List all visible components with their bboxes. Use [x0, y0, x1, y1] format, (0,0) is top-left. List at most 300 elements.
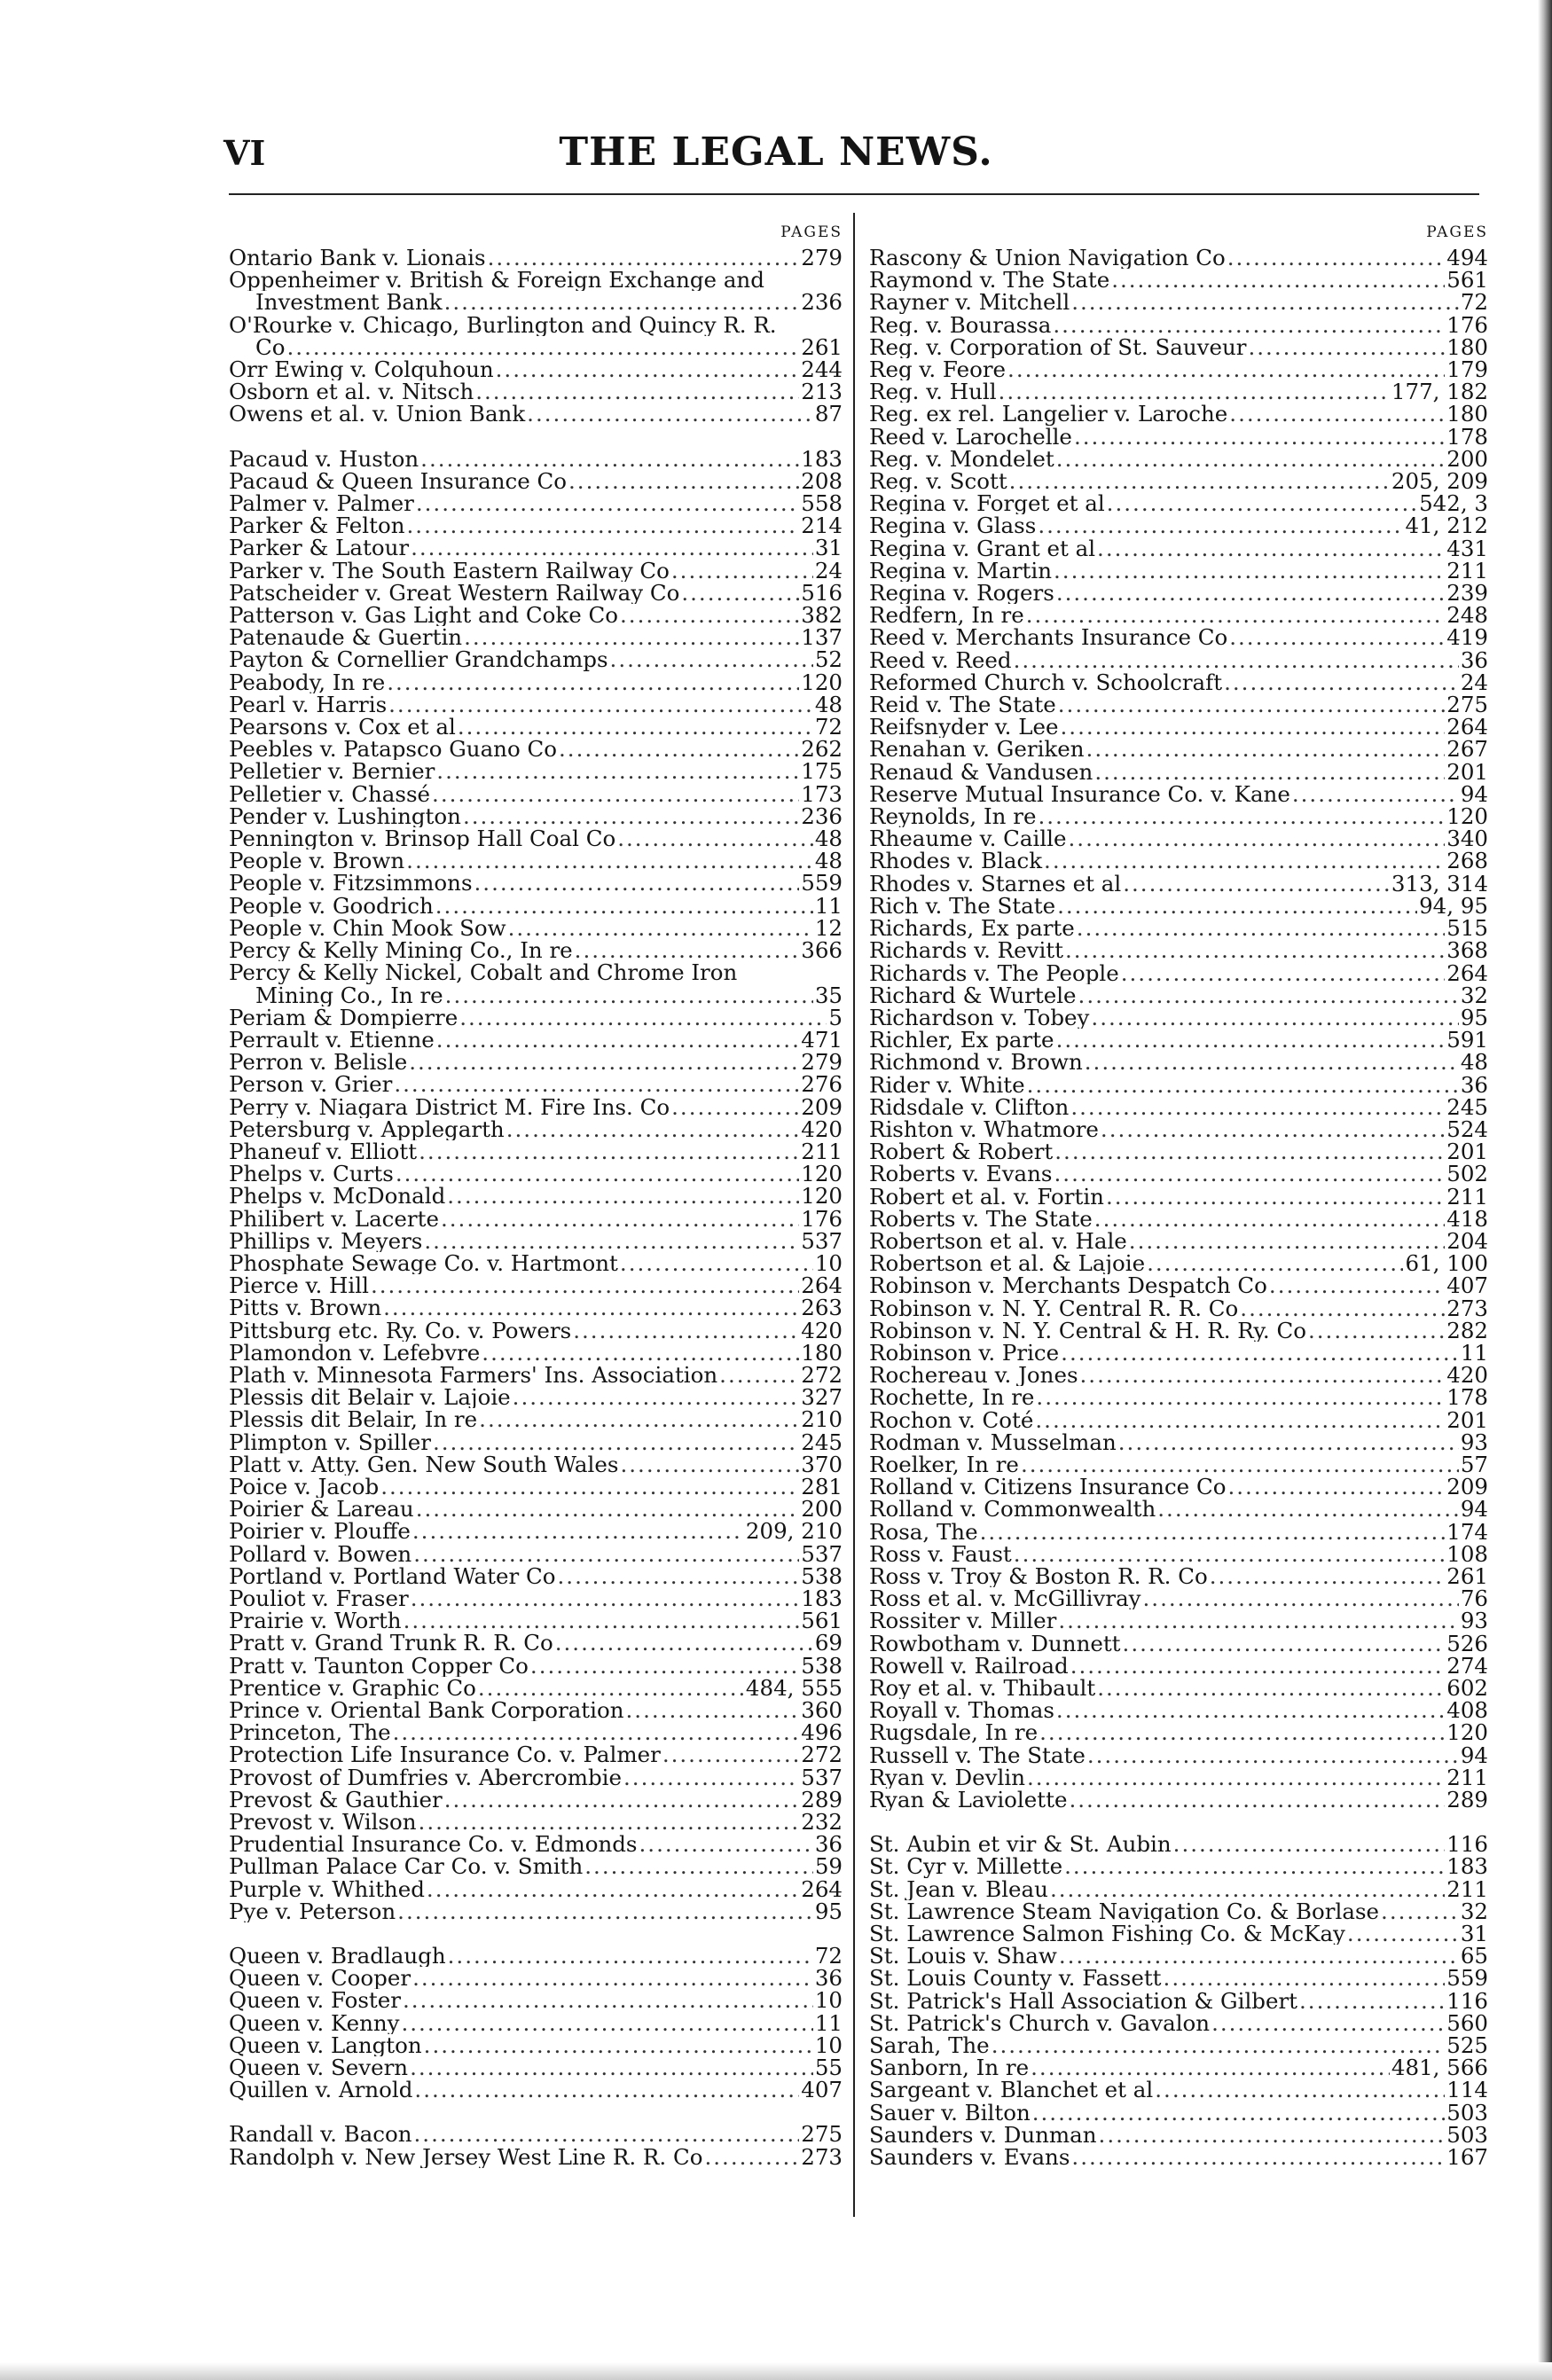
- page-reference: 420: [801, 1117, 843, 1140]
- page-reference: 264: [801, 1274, 843, 1297]
- case-name: Plimpton v. Spiller: [229, 1430, 431, 1453]
- page-reference: 273: [1446, 1296, 1488, 1319]
- page-reference: 272: [801, 1363, 843, 1387]
- page-reference: 208: [801, 469, 843, 493]
- dot-leader: [1070, 1096, 1445, 1118]
- index-entry: [869, 1274, 1488, 1296]
- page-reference: 201: [1446, 1140, 1488, 1163]
- page-reference: 94, 95: [1419, 894, 1488, 918]
- page-reference: 120: [1446, 1721, 1488, 1744]
- page-reference: 245: [1446, 1095, 1488, 1118]
- index-entry: [229, 895, 843, 917]
- page-reference: 370: [801, 1452, 843, 1476]
- page-reference: 263: [801, 1296, 843, 1319]
- case-name: Osborn et al. v. Nitsch: [229, 380, 474, 403]
- page-reference: 120: [801, 1163, 843, 1186]
- dot-leader: [1069, 827, 1446, 849]
- dot-leader: [1086, 738, 1446, 760]
- case-name: Prince v. Oriental Bank Corporation: [229, 1699, 624, 1722]
- index-entry: [869, 827, 1488, 849]
- index-entry: [869, 1319, 1488, 1342]
- case-name: Mining Co., In re: [255, 983, 443, 1006]
- index-entry: [869, 849, 1488, 872]
- case-name: Pye v. Peterson: [229, 1899, 396, 1923]
- dot-leader: [1014, 649, 1459, 671]
- left-column: [229, 223, 843, 2168]
- dot-leader: [1061, 716, 1446, 738]
- case-name: Phosphate Sewage Co. v. Hartmont: [229, 1251, 618, 1275]
- case-name: Ontario Bank v. Lionais: [229, 247, 486, 270]
- dot-leader: [1129, 1230, 1445, 1252]
- index-entry: [869, 1587, 1488, 1609]
- page-reference: 313, 314: [1391, 872, 1488, 895]
- page-reference: 559: [1446, 1967, 1488, 1990]
- page-reference: 267: [1446, 738, 1488, 761]
- case-name: Roelker, In re: [869, 1452, 1019, 1476]
- index-entry: [229, 514, 843, 536]
- index-entry: [229, 917, 843, 939]
- dot-leader: [459, 1006, 827, 1029]
- case-name: Quillen v. Arnold: [229, 2079, 413, 2102]
- case-name: Reformed Church v. Schoolcraft: [869, 670, 1223, 694]
- dot-leader: [1118, 1431, 1459, 1453]
- index-entry: [869, 1386, 1488, 1408]
- index-entry: [229, 760, 843, 782]
- index-entry: [869, 2146, 1488, 2168]
- dot-leader: [1121, 962, 1446, 984]
- case-name: Rich v. The State: [869, 894, 1056, 918]
- case-name: Regina v. Forget et al: [869, 492, 1105, 515]
- dot-leader: [1097, 1677, 1445, 1699]
- index-entry: [229, 1833, 843, 1855]
- dot-leader: [464, 626, 799, 648]
- index-entry: [869, 1609, 1488, 1632]
- page-reference: 87: [814, 403, 843, 426]
- page-reference: 65: [1460, 1945, 1488, 1968]
- page-reference: 537: [801, 1542, 843, 1565]
- dot-leader: [1061, 1342, 1459, 1364]
- case-name: Sauer v. Bilton: [869, 2101, 1031, 2124]
- dot-leader: [433, 1431, 799, 1453]
- index-entry: [229, 1208, 843, 1230]
- case-name: Plath v. Minnesota Farmers' Ins. Association: [229, 1363, 718, 1387]
- dot-leader: [488, 247, 800, 269]
- index-entry: [229, 1789, 843, 1811]
- dot-leader: [639, 1833, 813, 1855]
- case-name: Rascony & Union Navigation Co: [869, 247, 1226, 270]
- page-reference: 261: [1446, 1564, 1488, 1588]
- pages-label-right: PAGES: [1426, 223, 1488, 241]
- index-entry: [869, 1766, 1488, 1789]
- page-reference: 279: [801, 1051, 843, 1074]
- dot-leader: [409, 1051, 799, 1073]
- case-name: Robinson v. N. Y. Central R. R. Co: [869, 1296, 1239, 1319]
- case-name: Princeton, The: [229, 1721, 391, 1744]
- case-name: St. Patrick's Church v. Gavalon: [869, 2011, 1211, 2035]
- index-entry: [869, 1855, 1488, 1877]
- page-reference: 201: [1446, 1408, 1488, 1431]
- case-name: Perry v. Niagara District M. Fire Ins. Co: [229, 1095, 670, 1118]
- index-entry: [869, 1699, 1488, 1721]
- dot-leader: [1071, 2146, 1445, 2168]
- page-reference: 407: [1446, 1274, 1488, 1297]
- page-reference: 471: [801, 1028, 843, 1052]
- case-name: Pollard v. Bowen: [229, 1542, 412, 1565]
- case-name: Sarah, The: [869, 2034, 990, 2057]
- case-name: Saunders v. Evans: [869, 2146, 1070, 2169]
- dot-leader: [1143, 1587, 1459, 1609]
- dot-leader: [412, 1520, 744, 1542]
- dot-leader: [287, 336, 800, 358]
- section-gap: [229, 2101, 843, 2123]
- dot-leader: [575, 939, 800, 961]
- dot-leader: [407, 514, 800, 536]
- case-name: Robinson v. Price: [869, 1341, 1060, 1365]
- page-reference: 289: [1446, 1789, 1488, 1812]
- dot-leader: [1050, 1878, 1445, 1900]
- index-entry: [229, 604, 843, 626]
- case-name: Ross et al. v. McGillivray: [869, 1587, 1141, 1610]
- case-name: Reg. v. Scott: [869, 470, 1007, 493]
- case-name: Sargeant v. Blanchet et al: [869, 2079, 1154, 2102]
- page-reference: 72: [814, 1945, 843, 1968]
- dot-leader: [620, 1453, 799, 1476]
- page-reference: 209: [1446, 1476, 1488, 1499]
- page-reference: 179: [1446, 358, 1488, 381]
- dot-leader: [403, 1989, 813, 2011]
- index-entry: [869, 269, 1488, 291]
- index-entry: [869, 783, 1488, 805]
- index-entry: [869, 582, 1488, 604]
- index-entry: [869, 2102, 1488, 2124]
- index-entry: [229, 560, 843, 582]
- case-name: Phillips v. Meyers: [229, 1229, 423, 1252]
- page-reference: 178: [1446, 425, 1488, 448]
- index-entry: [869, 492, 1488, 514]
- case-name: Ross v. Troy & Boston R. R. Co: [869, 1564, 1208, 1588]
- dot-leader: [1101, 1118, 1445, 1140]
- case-name: People v. Goodrich: [229, 894, 434, 917]
- page-reference: 52: [814, 648, 843, 671]
- case-name: Regina v. Rogers: [869, 582, 1054, 605]
- page-reference: 526: [1446, 1632, 1488, 1655]
- case-name: Peebles v. Patapsco Guano Co: [229, 738, 558, 761]
- index-entry: [229, 269, 843, 291]
- page-reference: 282: [1446, 1319, 1488, 1342]
- index-entry: [229, 2056, 843, 2079]
- page-reference: 76: [1460, 1587, 1488, 1610]
- index-entry: [869, 671, 1488, 693]
- page-reference: 211: [1446, 1877, 1488, 1900]
- case-name: Oppenheimer v. British & Foreign Exchange and: [229, 269, 764, 292]
- dot-leader: [463, 805, 799, 827]
- index-entry: [869, 1118, 1488, 1140]
- dot-leader: [1069, 1789, 1445, 1811]
- section-gap: [229, 1922, 843, 1945]
- index-entry: [869, 604, 1488, 626]
- case-name: Ryan v. Devlin: [869, 1765, 1025, 1789]
- dot-leader: [1021, 1453, 1459, 1476]
- index-entry: [869, 1900, 1488, 1922]
- page-reference: 209: [801, 1095, 843, 1118]
- dot-leader: [458, 716, 813, 738]
- index-entry: [869, 1140, 1488, 1163]
- dot-leader: [419, 1811, 800, 1833]
- index-entry: [229, 648, 843, 670]
- case-name: Investment Bank: [255, 291, 443, 314]
- page-reference: 31: [1460, 1922, 1488, 1945]
- page-reference: 210: [801, 1408, 843, 1431]
- case-name: Orr Ewing v. Colquhoun: [229, 358, 494, 381]
- index-entry: [869, 1878, 1488, 1900]
- dot-leader: [1157, 1498, 1459, 1520]
- case-name: Rowell v. Railroad: [869, 1654, 1069, 1677]
- case-name: Rolland v. Commonwealth: [869, 1498, 1156, 1521]
- page-reference: 61, 100: [1405, 1252, 1488, 1275]
- dot-leader: [445, 984, 813, 1006]
- dot-leader: [1065, 939, 1445, 961]
- page-reference: 503: [1446, 2101, 1488, 2124]
- case-name: Patscheider v. Great Western Railway Co: [229, 581, 680, 605]
- index-entry: [869, 1476, 1488, 1498]
- page-reference: 279: [801, 247, 843, 270]
- case-name: Reg. v. Corporation of St. Sauveur: [869, 335, 1247, 359]
- index-entry: [869, 805, 1488, 827]
- index-entry: [229, 2034, 843, 2056]
- index-entry: [869, 716, 1488, 738]
- case-name: Co: [255, 335, 286, 359]
- index-entry: [229, 1118, 843, 1140]
- page-reference: 494: [1446, 247, 1488, 270]
- page-reference: 248: [1446, 604, 1488, 627]
- dot-leader: [435, 895, 813, 917]
- case-name: Rhodes v. Starnes et al: [869, 872, 1122, 895]
- dot-leader: [555, 1632, 813, 1654]
- page-reference: 602: [1446, 1677, 1488, 1700]
- index-entry: [229, 1967, 843, 1989]
- index-entry: [869, 1990, 1488, 2012]
- case-name: Prevost v. Wilson: [229, 1811, 417, 1834]
- case-name: Queen v. Kenny: [229, 2011, 400, 2034]
- page-reference: 537: [801, 1229, 843, 1252]
- case-name: Roberts v. The State: [869, 1207, 1093, 1230]
- index-entry: [229, 1408, 843, 1430]
- case-name: Rossiter v. Miller: [869, 1609, 1057, 1632]
- page-reference: 211: [1446, 1765, 1488, 1789]
- dot-leader: [427, 1878, 799, 1900]
- page-reference: 5: [828, 1006, 843, 1029]
- page-reference: 180: [1446, 403, 1488, 426]
- index-entry: [229, 1945, 843, 1967]
- page-reference: 558: [801, 492, 843, 515]
- dot-leader: [1058, 693, 1445, 716]
- page-reference: 289: [801, 1788, 843, 1812]
- index-entry: [869, 560, 1488, 582]
- page-reference: 72: [1460, 291, 1488, 314]
- dot-leader: [617, 827, 813, 849]
- case-name: Portland v. Portland Water Co: [229, 1564, 556, 1587]
- page-reference: 407: [801, 2079, 843, 2102]
- index-entry: [229, 1431, 843, 1453]
- index-entry: [869, 1521, 1488, 1543]
- page-reference: 183: [1446, 1855, 1488, 1878]
- page-reference: 211: [801, 1139, 843, 1163]
- case-name: Rugsdale, In re: [869, 1721, 1039, 1744]
- index-entry: [229, 805, 843, 827]
- index-entry: [229, 1721, 843, 1743]
- dot-leader: [411, 536, 813, 559]
- index-entry: [229, 1632, 843, 1654]
- page-reference: 366: [801, 939, 843, 962]
- index-entry: [869, 380, 1488, 403]
- index-entry: [869, 626, 1488, 648]
- dot-leader: [1038, 514, 1403, 536]
- page-reference: 211: [1446, 1185, 1488, 1208]
- dot-leader: [1054, 560, 1445, 582]
- page-reference: 183: [801, 447, 843, 470]
- right-column: [869, 223, 1488, 2168]
- section-gap: [229, 426, 843, 448]
- page-reference: 36: [814, 1833, 843, 1856]
- index-entry: [869, 314, 1488, 336]
- page-reference: 281: [801, 1475, 843, 1499]
- dot-leader: [444, 1789, 800, 1811]
- dot-leader: [1381, 1900, 1459, 1922]
- page-reference: 273: [801, 2145, 843, 2168]
- index-entry: [869, 1453, 1488, 1476]
- case-name: Reed v. Larochelle: [869, 425, 1072, 448]
- page-reference: 275: [801, 2123, 843, 2146]
- case-name: Robertson et al. v. Hale: [869, 1229, 1127, 1253]
- dot-leader: [1064, 1855, 1445, 1877]
- index-entry: [869, 1342, 1488, 1364]
- case-name: St. Patrick's Hall Association & Gilbert: [869, 1989, 1298, 2012]
- page-reference: 276: [801, 1073, 843, 1096]
- dot-leader: [530, 1655, 799, 1677]
- index-entry: [229, 1655, 843, 1677]
- page-reference: 538: [801, 1564, 843, 1587]
- page-reference: 275: [1446, 693, 1488, 716]
- page-reference: 209, 210: [745, 1520, 843, 1543]
- case-name: Person v. Grier: [229, 1073, 393, 1096]
- case-name: Prairie v. Worth: [229, 1609, 402, 1632]
- case-name: St. Louis County v. Fassett: [869, 1967, 1162, 1990]
- dot-leader: [980, 1521, 1446, 1543]
- dot-leader: [1155, 2079, 1445, 2101]
- case-name: St. Lawrence Steam Navigation Co. & Borlase: [869, 1899, 1380, 1923]
- case-name: Reifsnyder v. Lee: [869, 716, 1059, 739]
- page-reference: 481, 566: [1391, 2056, 1488, 2079]
- page-reference: 211: [1446, 559, 1488, 583]
- dot-leader: [671, 1096, 799, 1118]
- case-name: Palmer v. Palmer: [229, 492, 414, 515]
- pages-label-left: PAGES: [780, 223, 843, 241]
- dot-leader: [999, 380, 1390, 403]
- case-name: Reg. v. Bourassa: [869, 313, 1052, 336]
- dot-leader: [527, 403, 813, 425]
- dot-leader: [1087, 1744, 1459, 1766]
- dot-leader: [474, 872, 800, 894]
- index-entry: [229, 2079, 843, 2101]
- page-reference: 382: [801, 604, 843, 627]
- index-entry: [869, 2012, 1488, 2034]
- dot-leader: [1070, 1655, 1446, 1677]
- case-name: Rhodes v. Black: [869, 849, 1043, 873]
- dot-leader: [1059, 1945, 1459, 1967]
- page-reference: 502: [1446, 1163, 1488, 1186]
- page-reference: 178: [1446, 1386, 1488, 1409]
- dot-leader: [410, 2056, 813, 2079]
- dot-leader: [396, 1163, 799, 1185]
- page-reference: 176: [801, 1207, 843, 1230]
- page-reference: 32: [1460, 1899, 1488, 1923]
- dot-leader: [558, 1565, 800, 1587]
- index-entry: [229, 403, 843, 425]
- case-name: Rowbotham v. Dunnett: [869, 1632, 1121, 1655]
- index-entry: [869, 1096, 1488, 1118]
- dot-leader: [1027, 1074, 1459, 1096]
- case-name: Regina v. Martin: [869, 559, 1053, 583]
- case-name: Queen v. Bradlaugh: [229, 1945, 446, 1968]
- right-entry-list: [869, 247, 1488, 2168]
- case-name: Reed v. Merchants Insurance Co: [869, 626, 1228, 649]
- page-reference: 11: [814, 2011, 843, 2034]
- page-reference: 496: [801, 1721, 843, 1744]
- index-entry: [229, 783, 843, 805]
- page-reference: 48: [814, 827, 843, 850]
- page-title: THE LEGAL NEWS.: [559, 129, 993, 175]
- case-name: Richards v. Revitt: [869, 939, 1063, 962]
- case-name: Ross v. Faust: [869, 1542, 1012, 1565]
- page-reference: 340: [1446, 827, 1488, 850]
- dot-leader: [1035, 1409, 1445, 1431]
- dot-leader: [1027, 1766, 1445, 1789]
- page-reference: 174: [1446, 1520, 1488, 1543]
- case-name: Regina v. Glass: [869, 514, 1037, 537]
- page-reference: 561: [801, 1609, 843, 1632]
- index-entry: [869, 1186, 1488, 1208]
- index-entry: [229, 1878, 843, 1900]
- index-entry: [869, 247, 1488, 269]
- case-name: Rishton v. Whatmore: [869, 1117, 1099, 1141]
- index-entry: [869, 1074, 1488, 1096]
- case-name: Rheaume v. Caille: [869, 827, 1067, 850]
- page-reference: 120: [1446, 805, 1488, 828]
- case-name: Rolland v. Citizens Insurance Co: [869, 1476, 1227, 1499]
- index-entry: [229, 1587, 843, 1609]
- dot-leader: [719, 1364, 799, 1386]
- page-reference: 57: [1460, 1452, 1488, 1476]
- index-entry: [869, 2124, 1488, 2146]
- page-reference: 24: [1460, 670, 1488, 694]
- case-name: Reg v. Feore: [869, 358, 1007, 381]
- dot-leader: [394, 1073, 799, 1095]
- index-entry: [229, 1520, 843, 1542]
- dot-leader: [513, 1386, 800, 1408]
- page-reference: 542, 3: [1419, 492, 1488, 515]
- left-entry-list: [229, 247, 843, 2168]
- page-reference: 245: [801, 1430, 843, 1453]
- case-name: Richard & Wurtele: [869, 983, 1077, 1006]
- case-name: Regina v. Grant et al: [869, 536, 1096, 560]
- case-name: Prudential Insurance Co. v. Edmonds: [229, 1833, 638, 1856]
- dot-leader: [447, 1185, 799, 1207]
- page-reference: 120: [801, 1185, 843, 1208]
- dot-leader: [568, 470, 799, 492]
- index-entry: [869, 649, 1488, 671]
- case-name: Rochette, In re: [869, 1386, 1035, 1409]
- index-entry: [229, 1296, 843, 1319]
